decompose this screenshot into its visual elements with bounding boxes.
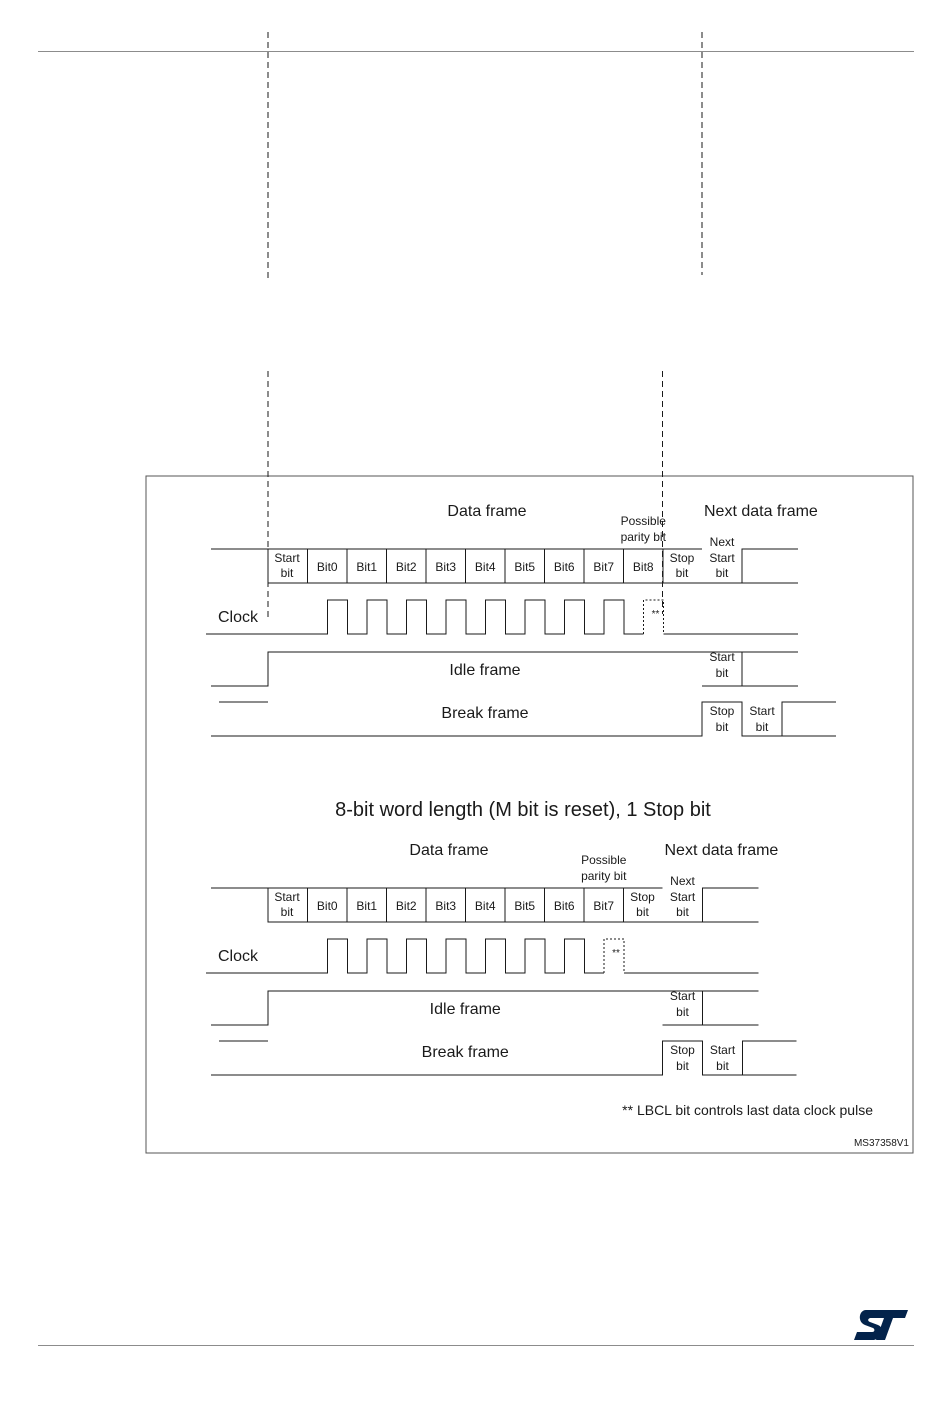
start-bit-label: Start: [274, 551, 300, 565]
stop-bit-label-2: bit: [675, 566, 689, 580]
lbcl-mark: **: [612, 948, 620, 959]
next-start-label-2: Start: [669, 890, 696, 904]
clock-waveform: [206, 600, 644, 634]
next-start-label: Next: [709, 535, 735, 549]
timing-panel-9bit: [206, 32, 836, 736]
figure-id: MS37358V1: [853, 1138, 909, 1149]
bit-cell-label: Bit3: [435, 560, 457, 574]
idle-start-bit-label: Start: [669, 989, 696, 1003]
bit-cell-label: Bit6: [553, 899, 575, 913]
next-start-label-3: bit: [715, 566, 729, 580]
parity-label-line2: parity bit: [620, 530, 666, 544]
start-bit-label-2: bit: [280, 905, 294, 919]
bit-cell-label: Bit0: [316, 899, 338, 913]
data-frame-label: Data frame: [409, 842, 489, 859]
bit-cell-label: Bit5: [514, 899, 536, 913]
footnote: ** LBCL bit controls last data clock pulse: [622, 1102, 873, 1118]
bit-cell-label: Bit2: [395, 560, 417, 574]
stop-bit-label: Stop: [669, 551, 695, 565]
clock-label: Clock: [217, 948, 259, 965]
parity-label-line1: Possible: [581, 853, 627, 867]
break-start-bit-label-2: bit: [716, 1059, 729, 1073]
section-title: 8-bit word length (M bit is reset), 1 Stop bit: [335, 799, 711, 821]
idle-frame-label: Idle frame: [449, 662, 521, 679]
bit-cell-label: Bit4: [474, 560, 496, 574]
bit-cell-label: Bit1: [356, 899, 378, 913]
bit-cell-label: Bit1: [356, 560, 378, 574]
stop-bit-label-2: bit: [636, 905, 649, 919]
bit-cell-label: Bit8: [632, 560, 654, 574]
bit-cell-label: Bit3: [435, 899, 457, 913]
next-data-frame-label: Next data frame: [704, 503, 818, 520]
clock-waveform: [206, 939, 604, 973]
idle-frame-label: Idle frame: [429, 1001, 501, 1018]
bit-cell-label: Bit4: [474, 899, 496, 913]
break-start-bit-label: Start: [709, 1043, 736, 1057]
start-bit-label-2: bit: [280, 566, 294, 580]
bit-cell-label: Bit5: [514, 560, 536, 574]
timing-panel-8bit: [206, 371, 797, 1075]
break-stop-bit-label: Stop: [670, 1043, 695, 1057]
next-start-label-3: bit: [676, 905, 689, 919]
stop-bit-label: Stop: [630, 890, 655, 904]
break-stop-bit-label: Stop: [709, 704, 735, 718]
break-start-bit-label-2: bit: [755, 720, 769, 734]
break-frame-label: Break frame: [441, 705, 529, 722]
clock-label: Clock: [217, 609, 259, 626]
data-frame-label: Data frame: [447, 503, 527, 520]
next-data-frame-label: Next data frame: [664, 842, 779, 859]
break-frame-label: Break frame: [421, 1044, 509, 1061]
lbcl-mark: **: [651, 609, 660, 620]
bit-cell-label: Bit0: [316, 560, 338, 574]
st-logo-icon: [852, 1308, 910, 1342]
next-start-label-2: Start: [709, 551, 735, 565]
parity-label-line2: parity bit: [581, 869, 627, 883]
parity-label-line1: Possible: [620, 514, 666, 528]
idle-start-bit-label-2: bit: [715, 666, 729, 680]
bit-cell-label: Bit6: [553, 560, 575, 574]
start-bit-label: Start: [274, 890, 300, 904]
bit-cell-label: Bit7: [593, 560, 615, 574]
bit-cell-label: Bit7: [593, 899, 615, 913]
next-start-label: Next: [670, 874, 695, 888]
idle-start-bit-label-2: bit: [676, 1005, 689, 1019]
bit-cell-label: Bit2: [395, 899, 417, 913]
break-stop-bit-label-2: bit: [676, 1059, 689, 1073]
break-start-bit-label: Start: [749, 704, 775, 718]
idle-start-bit-label: Start: [709, 650, 735, 664]
break-stop-bit-label-2: bit: [715, 720, 729, 734]
